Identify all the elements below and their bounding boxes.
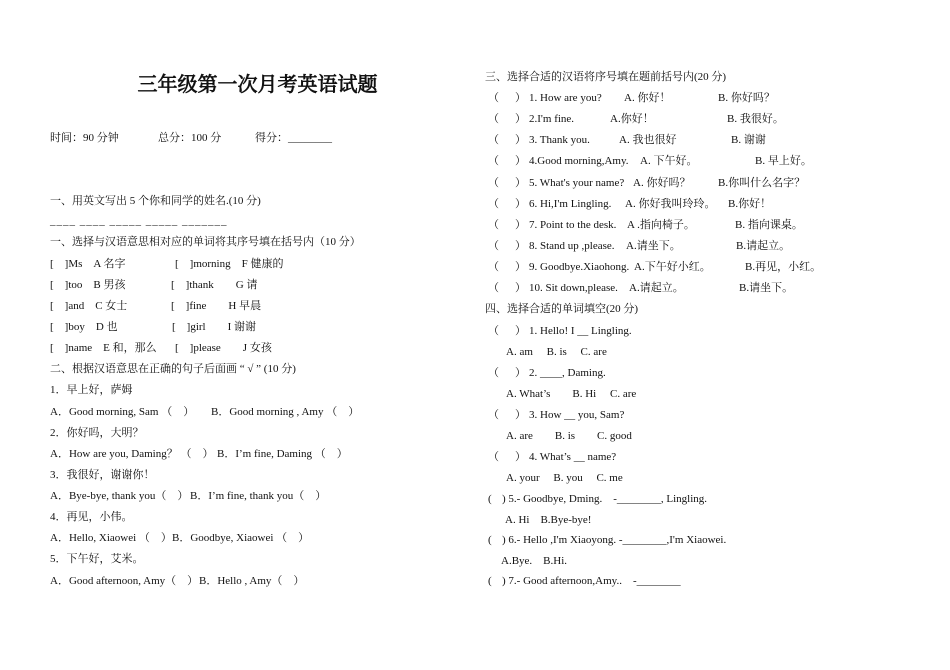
s3-q6-paren-close: ） [515,198,526,210]
exam-total-score: 总分：100 分 [158,132,222,144]
s3-q8-option-a: A.请坐下。 [626,240,681,252]
s3-q8-paren-close: ） [515,240,526,252]
item-5-question: 5．下午好，艾米。 [50,553,144,565]
s4-q6-paren-open: ( [488,534,492,546]
page-title: 三年级第一次月考英语试题 [137,74,378,96]
s4-q7-text: ) 7.- Good afternoon,Amy.. -________ [502,575,681,587]
s3-q4-paren-close: ） [515,155,526,167]
s3-q10-option-b: B.请坐下。 [739,282,794,294]
s4-q5-paren-open: ( [488,493,492,505]
section-3-heading: 三、选择合适的汉语将序号填在题前括号内(20 分) [485,71,727,83]
item-1-question: 1．早上好，萨姆 [50,384,133,396]
match-row-5-right: [ ]please J 女孩 [175,342,272,354]
s3-q5-option-a: A. 你好吗？ [633,177,691,189]
s4-q6-text: ) 6.- Hello ,I'm Xiaoyong. -________,I'm Xiaowei. [502,534,727,546]
s4-q2-paren-close: ） [515,367,526,379]
name-blanks: ____ ____ _____ _____ _______ [50,215,228,227]
item-2-question: 2．你好吗，大明？ [50,427,144,439]
s3-q1-option-b: B. 你好吗？ [718,92,775,104]
s3-q5-text: 5. What's your name? [529,177,625,189]
match-row-1-left: [ ]Ms A 名字 [50,258,126,270]
match-row-2-left: [ ]too B 男孩 [50,279,126,291]
item-2-option-a: A．How are you, Daming？ （ ） [50,448,214,460]
s4-q3-paren-open: （ [488,409,499,421]
section-1-heading: 一、用英文写出 5 个你和同学的姓名.(10 分) [50,195,261,207]
s3-q1-text: 1. How are you? [529,92,602,104]
s3-q2-text: 2.I'm fine. [529,113,575,125]
s3-q7-paren-open: （ [488,219,499,231]
s3-q9-paren-open: （ [488,261,499,273]
section-2-heading: 二、根据汉语意思在正确的句子后面画 “ √ ” (10 分) [50,363,296,375]
s3-q4-option-b: B. 早上好。 [755,155,812,167]
s3-q10-text: 10. Sit down,please. [529,282,618,294]
s3-q4-paren-open: （ [488,155,499,167]
s3-q7-paren-close: ） [515,219,526,231]
section-4-heading: 四、选择合适的单词填空(20 分) [485,303,639,315]
s3-q3-option-b: B. 谢谢 [731,134,766,146]
s3-q2-option-b: B. 我很好。 [727,113,784,125]
s4-q5-options: A. Hi B.Bye-bye! [505,514,592,526]
exam-obtained-score: 得分：________ [255,132,332,144]
s4-q4-paren-close: ） [515,451,526,463]
match-row-5-left: [ ]name E 和，那么 [50,342,157,354]
s3-q1-paren-close: ） [515,92,526,104]
s4-q5-text: ) 5.- Goodbye, Dming. -________, Lingling. [502,493,708,505]
s3-q4-option-a: A. 下午好。 [640,155,698,167]
item-5-option-a: A．Good afternoon, Amy（ ） [50,575,199,587]
s4-q1-options: A. am B. is C. are [506,346,607,358]
s4-q3-paren-close: ） [515,409,526,421]
s4-q4-text: 4. What’s __ name? [529,451,617,463]
s4-q3-text: 3. How __ you, Sam? [529,409,625,421]
item-5-option-b: B．Hello , Amy（ ） [199,575,305,587]
s3-q3-paren-close: ） [515,134,526,146]
s3-q7-text: 7. Point to the desk. [529,219,617,231]
s3-q9-option-a: A.下午好小红。 [634,261,711,273]
s3-q10-paren-open: （ [488,282,499,294]
s4-q2-paren-open: （ [488,367,499,379]
s3-q3-option-a: A. 我也很好 [619,134,677,146]
s3-q7-option-a: A .指向椅子。 [627,219,695,231]
s3-q5-paren-close: ） [515,177,526,189]
s3-q9-text: 9. Goodbye.Xiaohong. [529,261,630,273]
s3-q3-text: 3. Thank you. [529,134,590,146]
s3-q6-option-a: A. 你好我叫玲玲。 [625,198,716,210]
s3-q4-text: 4.Good morning,Amy. [529,155,629,167]
s4-q1-text: 1. Hello! I __ Lingling. [529,325,632,337]
s3-q10-paren-close: ） [515,282,526,294]
s3-q1-option-a: A. 你好！ [624,92,671,104]
exam-time: 时间：90 分钟 [50,132,119,144]
s3-q1-paren-open: （ [488,92,499,104]
match-row-2-right: [ ]thank G 请 [171,279,258,291]
item-2-option-b: B．I’m fine, Daming （ ） [217,448,348,460]
s4-q1-paren-close: ） [515,325,526,337]
item-4-option-b: B．Goodbye, Xiaowei （ ） [172,532,310,544]
item-4-option-a: A．Hello, Xiaowei （ ） [50,532,172,544]
match-row-4-left: [ ]boy D 也 [50,321,118,333]
s3-q6-option-b: B.你好！ [728,198,772,210]
section-1b-heading: 一、选择与汉语意思相对应的单词将其序号填在括号内（10 分） [50,236,361,248]
s3-q3-paren-open: （ [488,134,499,146]
s4-q3-options: A. are B. is C. good [506,430,632,442]
match-row-3-left: [ ]and C 女士 [50,300,128,312]
item-4-question: 4．再见，小伟。 [50,511,133,523]
s3-q9-option-b: B.再见，小红。 [745,261,822,273]
s4-q6-options: A.Bye. B.Hi. [501,555,567,567]
s3-q2-option-a: A.你好！ [610,113,654,125]
s4-q4-options: A. your B. you C. me [506,472,623,484]
s3-q10-option-a: A.请起立。 [629,282,684,294]
s4-q4-paren-open: （ [488,451,499,463]
item-3-question: 3．我很好，谢谢你！ [50,469,155,481]
s3-q9-paren-close: ） [515,261,526,273]
s3-q8-option-b: B.请起立。 [736,240,791,252]
s4-q7-paren-open: ( [488,575,492,587]
s3-q2-paren-close: ） [515,113,526,125]
s3-q8-text: 8. Stand up ,please. [529,240,615,252]
item-3-option-b: B．I’m fine, thank you（ ） [190,490,327,502]
s3-q5-paren-open: （ [488,177,499,189]
s3-q6-paren-open: （ [488,198,499,210]
s4-q1-paren-open: （ [488,325,499,337]
s3-q7-option-b: B. 指向课桌。 [735,219,803,231]
match-row-4-right: [ ]girl I 谢谢 [172,321,257,333]
s3-q6-text: 6. Hi,I'm Lingling. [529,198,612,210]
s3-q5-option-b: B.你叫什么名字？ [718,177,806,189]
s4-q2-text: 2. ____, Daming. [529,367,606,379]
s4-q2-options: A. What’s B. Hi C. are [506,388,637,400]
item-1-option-b: B．Good morning , Amy （ ） [211,406,360,418]
s3-q2-paren-open: （ [488,113,499,125]
match-row-1-right: [ ]morning F 健康的 [175,258,284,270]
item-1-option-a: A．Good morning, Sam （ ） [50,406,195,418]
match-row-3-right: [ ]fine H 早晨 [171,300,262,312]
s3-q8-paren-open: （ [488,240,499,252]
item-3-option-a: A．Bye-bye, thank you（ ） [50,490,189,502]
